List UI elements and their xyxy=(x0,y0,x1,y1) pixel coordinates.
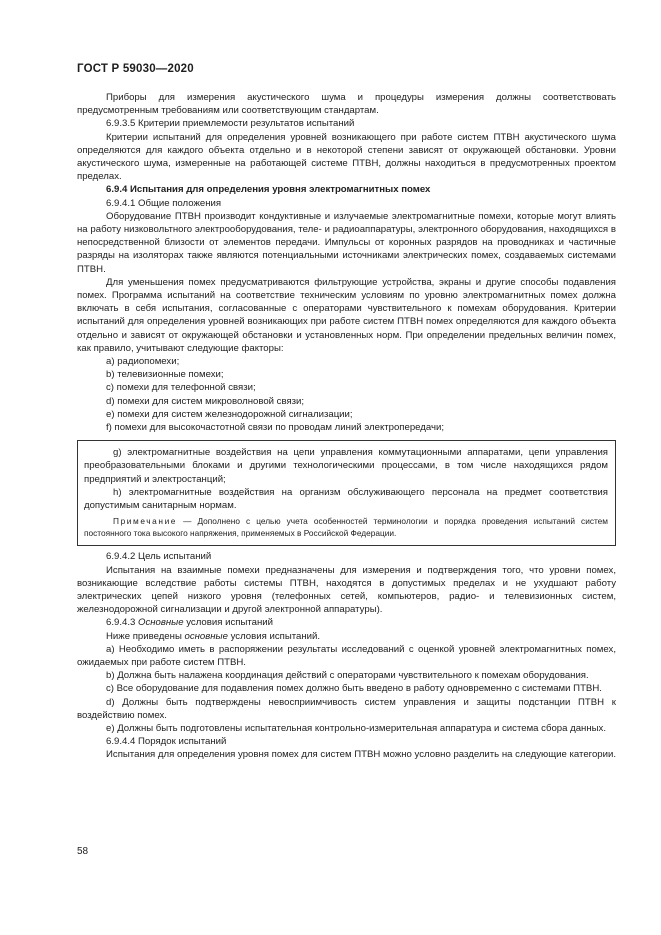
note xyxy=(84,516,608,539)
paragraph-interference-reduction: Для уменьшения помех предусматриваются фильтрующие устройства, экраны и другие способы подавления помех. Программа испытаний на соответствие техническим условиям по уровню электромагнитных помех должна включать в себя испытания, согласованные с операторами чувствительного к помехам оборудования. Критерии испытаний для определения уровней возникающих при работе систем ПТВН помех определяются для каждого объекта отдельно и зависят от окружающей обстановки и установленных норм. При определении предельных величин помех, как правило, учитывают следующие факторы: xyxy=(77,276,616,354)
paragraph-instruments: Приборы для измерения акустического шума и процедуры измерения должны соответствовать предусмотренным требованиям или соответствующим стандартам. xyxy=(77,92,616,117)
heading-6-9-4: 6.9.4 Испытания для определения уровня электромагнитных помех xyxy=(106,184,431,196)
emphasis-main: Основные xyxy=(138,617,184,629)
page-number: 58 xyxy=(77,846,89,857)
heading-6-9-4-2: 6.9.4.2 Цель испытаний xyxy=(106,551,212,563)
factor-item: a) радиопомехи; xyxy=(106,356,180,368)
condition-item: e) Должны быть подготовлены испытательная контрольно-измерительная аппаратура и система сбора данных. xyxy=(106,722,607,734)
paragraph-test-procedure: Испытания для определения уровня помех для систем ПТВН можно условно разделить на следующие категории. xyxy=(106,749,617,761)
page-body xyxy=(77,91,616,762)
condition-item: d) Должны быть подтверждены невосприимчивость систем управления и защиты подстанции ПТВН к воздействию помех. xyxy=(77,696,616,721)
factor-item: b) телевизионные помехи; xyxy=(106,369,224,381)
note-label: Примечание xyxy=(113,516,178,527)
condition-item: c) Все оборудование для подавления помех должно быть введено в работу одновременно с системами ПТВН. xyxy=(106,683,602,695)
paragraph-equipment-interference: Оборудование ПТВН производит кондуктивные и излучаемые электромагнитные помехи, которые могут влиять на работу низковольтного электрооборудования, теле- и радиоаппаратуры, электронного оборудования, находящихся в непосредственной близости от элементов передачи. Импульсы от коронных разрядов на проводниках и частичные разряды на изоляторах также являются потенциальными источниками электрических помех, создаваемых системами ПТВН. xyxy=(77,210,616,275)
heading-6-9-4-1: 6.9.4.1 Общие положения xyxy=(106,197,222,209)
heading-6-9-4-4: 6.9.4.4 Порядок испытаний xyxy=(106,736,227,748)
condition-item: b) Должна быть налажена координация действий с операторами чувствительного к помехам оборудования. xyxy=(106,670,589,682)
paragraph-acoustic-criteria: Критерии испытаний для определения уровней возникающего при работе систем ПТВН акустического шума определяются для каждого объекта отдельно и в некоторой степени зависят от окружающей обстановки. Уровни акустического шума, измеренные на работающей системе ПТВН, должны находиться в предусмотренных проектом пределах. xyxy=(77,131,616,183)
document-header: ГОСТ Р 59030—2020 xyxy=(77,63,194,75)
factor-item: e) помехи для систем железнодорожной сигнализации; xyxy=(106,408,353,420)
factor-item-h: h) электромагнитные воздействия на организм обслуживающего персонала на предмет соответствия допустимым санитарным нормам. xyxy=(84,486,608,512)
condition-item: a) Необходимо иметь в распоряжении результаты исследований с оценкой уровней электромагнитных помех, ожидаемых при работе систем ПТВН. xyxy=(77,643,616,668)
factor-item: f) помехи для высокочастотной связи по проводам линий электропередачи; xyxy=(106,422,445,434)
national-addition-box xyxy=(77,440,616,546)
note-text: — Дополнено с целью учета особенностей терминологии и порядка проведения испытаний систем постоянного тока высокого напряжения, применяемых в Российской Федерации. xyxy=(84,516,608,538)
heading-6-9-3-5: 6.9.3.5 Критерии приемлемости результатов испытаний xyxy=(106,118,355,130)
factor-item: c) помехи для телефонной связи; xyxy=(106,382,256,394)
factor-item: d) помехи для систем микроволновой связи; xyxy=(106,395,305,407)
emphasis-main: основные xyxy=(184,630,228,642)
paragraph-conditions-intro: Ниже приведены основные условия испытаний. xyxy=(106,630,321,642)
factor-item-g: g) электромагнитные воздействия на цепи управления коммутационными аппаратами, цепи управления преобразовательными блоками и другими технологическими процессами, в том числе находящихся рядом предприятий и электростанций; xyxy=(84,447,608,485)
paragraph-test-purpose: Испытания на взаимные помехи предназначены для измерения и подтверждения того, что уровни помех, возникающие вследствие работы системы ПТВН, находятся в допустимых пределах и не ухудшают работу электрических цепей низкого уровня (телефонных сетей, компьютеров, радио- и телевизионных систем, железнодорожной сигнализации и другой электронной аппаратуры). xyxy=(77,564,616,616)
heading-6-9-4-3: 6.9.4.3 Основные условия испытаний xyxy=(106,617,273,629)
